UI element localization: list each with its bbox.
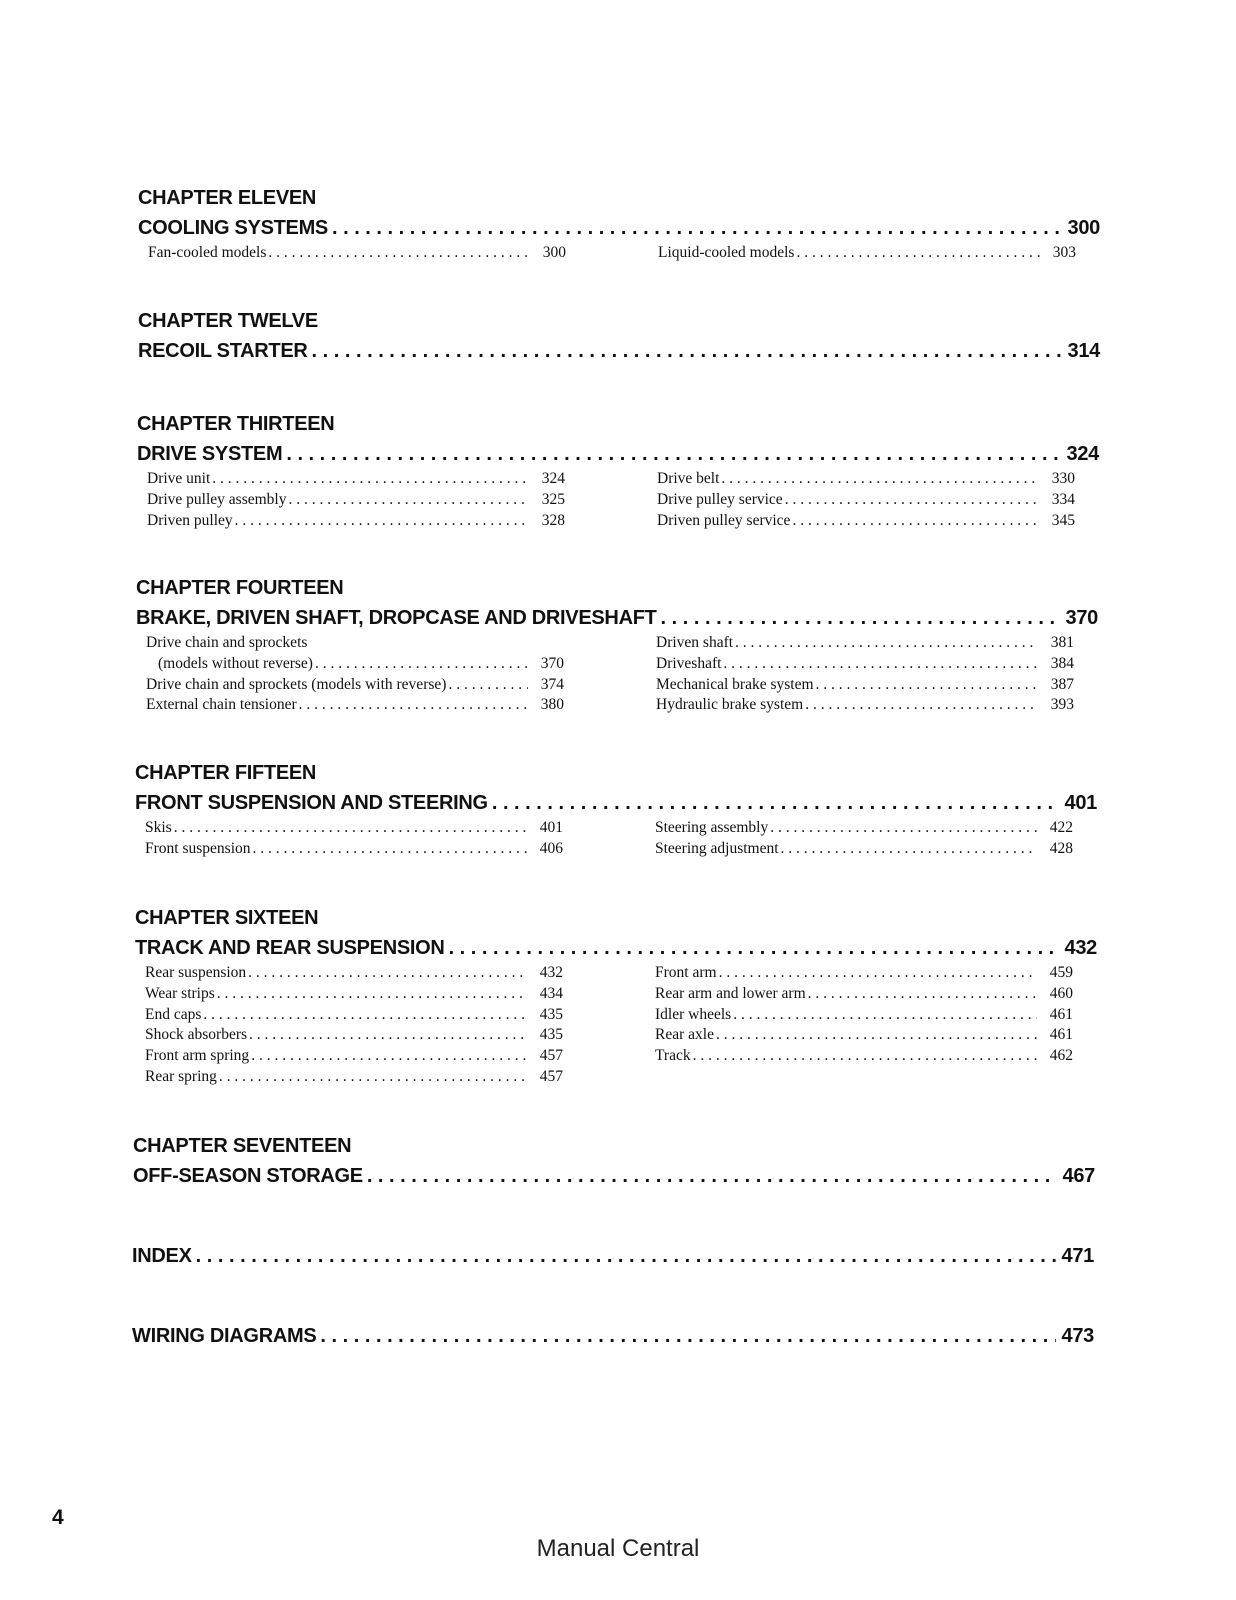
section-title: Front arm spring xyxy=(145,1047,250,1065)
dot-leader xyxy=(449,933,1059,963)
section-entry[interactable] xyxy=(146,633,564,654)
section-title: Steering adjustment xyxy=(655,839,779,857)
section-page: 334 xyxy=(1051,490,1075,508)
chapter-title-row xyxy=(132,1321,1094,1351)
dot-leader xyxy=(733,1005,1037,1026)
section-list xyxy=(137,469,1099,531)
section-entry[interactable] xyxy=(146,695,564,716)
section-column-right xyxy=(655,818,1073,860)
chapter-title[interactable]: TRACK AND REAR SUSPENSION xyxy=(135,937,445,959)
section-title: Driven shaft xyxy=(656,634,734,651)
section-title: Drive pulley assembly xyxy=(147,490,287,508)
section-page: 428 xyxy=(1049,839,1073,857)
section-page: 328 xyxy=(541,511,565,529)
section-title: Driven pulley service xyxy=(657,511,791,529)
section-entry[interactable] xyxy=(656,654,1074,675)
section-entry[interactable] xyxy=(655,1046,1073,1067)
section-entry[interactable] xyxy=(146,675,564,696)
section-entry[interactable] xyxy=(145,1067,563,1088)
section-entry[interactable] xyxy=(147,490,565,511)
chapter-page: 314 xyxy=(1067,340,1100,362)
section-title: Hydraulic brake system xyxy=(656,696,804,714)
section-title: Driveshaft xyxy=(656,654,722,672)
chapter-entry xyxy=(135,759,1097,860)
chapter-entry xyxy=(136,574,1098,716)
section-entry[interactable] xyxy=(656,633,1074,654)
section-entry[interactable] xyxy=(145,1046,563,1067)
chapter-page: 467 xyxy=(1062,1165,1095,1187)
chapter-label: CHAPTER FIFTEEN xyxy=(135,762,317,784)
dot-leader xyxy=(299,695,528,716)
section-column-left xyxy=(145,963,563,1088)
dot-leader xyxy=(785,490,1039,511)
dot-leader xyxy=(212,469,529,490)
section-title: Skis xyxy=(145,819,172,836)
section-title: Front arm xyxy=(655,964,717,981)
chapter-label: CHAPTER THIRTEEN xyxy=(137,413,335,435)
chapter-page: 471 xyxy=(1061,1245,1094,1267)
section-page: 435 xyxy=(539,1005,563,1023)
dot-leader xyxy=(781,839,1037,860)
dot-leader xyxy=(721,469,1039,490)
dot-leader xyxy=(249,1025,527,1046)
dot-leader xyxy=(219,1067,527,1088)
chapter-title[interactable]: COOLING SYSTEMS xyxy=(138,217,328,239)
chapter-title[interactable]: OFF-SEASON STORAGE xyxy=(133,1165,363,1187)
dot-leader xyxy=(770,818,1037,839)
chapter-title-row xyxy=(133,1161,1095,1191)
chapter-title[interactable]: RECOIL STARTER xyxy=(138,340,308,362)
section-entry[interactable] xyxy=(145,1025,563,1046)
footer-watermark: Manual Central xyxy=(536,1535,700,1562)
dot-leader xyxy=(735,633,1038,654)
section-entry[interactable] xyxy=(655,984,1073,1005)
dot-leader xyxy=(253,839,528,860)
section-entry[interactable] xyxy=(148,243,566,264)
section-page: 460 xyxy=(1049,984,1073,1002)
chapter-entry xyxy=(132,1241,1094,1271)
chapter-label: CHAPTER SEVENTEEN xyxy=(133,1135,352,1157)
section-title: Liquid-cooled models xyxy=(658,244,795,261)
section-entry[interactable] xyxy=(145,839,563,860)
section-page: 300 xyxy=(542,244,566,261)
dot-leader xyxy=(805,695,1038,716)
section-title: Drive chain and sprockets xyxy=(146,634,308,651)
section-page: 325 xyxy=(541,490,565,508)
section-entry[interactable] xyxy=(655,963,1073,984)
section-page: 435 xyxy=(539,1026,563,1044)
dot-leader xyxy=(248,963,527,984)
section-entry[interactable] xyxy=(145,818,563,839)
section-page: 380 xyxy=(540,696,564,714)
section-page: 393 xyxy=(1050,696,1074,714)
section-column-right xyxy=(655,963,1073,1088)
dot-leader xyxy=(719,963,1037,984)
chapter-entry xyxy=(132,1321,1094,1351)
section-page: 303 xyxy=(1052,244,1076,261)
chapter-entry xyxy=(133,1132,1095,1191)
section-title: End caps xyxy=(145,1005,202,1023)
section-title: Idler wheels xyxy=(655,1005,732,1023)
dot-leader xyxy=(816,675,1038,696)
dot-leader xyxy=(448,675,528,696)
section-page: 462 xyxy=(1049,1047,1073,1065)
section-column-left xyxy=(146,633,564,716)
section-entry[interactable] xyxy=(656,675,1074,696)
dot-leader xyxy=(693,1046,1037,1067)
section-column-left xyxy=(148,243,566,264)
section-title: Shock absorbers xyxy=(145,1026,248,1044)
chapter-title-row xyxy=(136,603,1098,633)
section-column-right xyxy=(658,243,1076,264)
section-page: 401 xyxy=(539,819,563,836)
section-page: 457 xyxy=(539,1067,563,1085)
section-title: Drive unit xyxy=(147,470,211,487)
section-title: Rear axle xyxy=(655,1026,714,1044)
chapter-entry xyxy=(138,184,1100,264)
section-title: Fan-cooled models xyxy=(148,244,267,261)
section-title: External chain tensioner xyxy=(146,696,297,714)
section-entry[interactable] xyxy=(658,243,1076,264)
section-entry[interactable] xyxy=(657,490,1075,511)
section-page: 387 xyxy=(1050,675,1074,693)
section-entry[interactable] xyxy=(655,818,1073,839)
section-page: 432 xyxy=(539,964,563,981)
dot-leader xyxy=(217,984,527,1005)
dot-leader xyxy=(716,1025,1037,1046)
section-entry[interactable] xyxy=(655,839,1073,860)
section-page: 461 xyxy=(1049,1005,1073,1023)
chapter-page: 432 xyxy=(1064,937,1097,959)
dot-leader xyxy=(174,818,527,839)
section-page: 324 xyxy=(541,470,565,487)
page-number: 4 xyxy=(52,1506,64,1529)
section-title: Wear strips xyxy=(145,984,215,1002)
section-page: 457 xyxy=(539,1047,563,1065)
dot-leader xyxy=(286,439,1060,469)
section-column-left xyxy=(147,469,565,531)
section-page: 406 xyxy=(539,839,563,857)
chapter-page: 473 xyxy=(1061,1325,1094,1347)
section-title: Rear arm and lower arm xyxy=(655,984,806,1002)
chapter-entry xyxy=(138,307,1100,366)
section-title: Track xyxy=(655,1047,691,1065)
section-entry[interactable] xyxy=(147,511,565,532)
section-title: Rear suspension xyxy=(145,964,247,981)
dot-leader xyxy=(796,243,1040,264)
chapter-title-row xyxy=(137,439,1099,469)
chapter-page: 300 xyxy=(1067,217,1100,239)
section-title: Front suspension xyxy=(145,839,251,857)
section-page: 434 xyxy=(539,984,563,1002)
section-column-left xyxy=(145,818,563,860)
section-entry[interactable] xyxy=(145,1005,563,1026)
chapter-title[interactable]: DRIVE SYSTEM xyxy=(137,443,283,465)
section-title: Steering assembly xyxy=(655,819,769,836)
section-page: 374 xyxy=(540,675,564,693)
section-title: Mechanical brake system xyxy=(656,675,814,693)
chapter-title-row xyxy=(138,213,1100,243)
section-page: 459 xyxy=(1049,964,1073,981)
section-page: 345 xyxy=(1051,511,1075,529)
section-entry[interactable] xyxy=(655,1025,1073,1046)
section-title: Driven pulley xyxy=(147,511,233,529)
section-entry[interactable] xyxy=(657,511,1075,532)
chapter-entry xyxy=(135,904,1097,1088)
section-page: 330 xyxy=(1051,470,1075,487)
chapter-title-row xyxy=(132,1241,1094,1271)
dot-leader xyxy=(792,511,1039,532)
section-column-right xyxy=(656,633,1074,716)
chapter-label: CHAPTER TWELVE xyxy=(138,310,318,332)
chapter-label: CHAPTER ELEVEN xyxy=(138,187,317,209)
chapter-entry xyxy=(137,410,1099,531)
section-list xyxy=(135,963,1097,1088)
dot-leader xyxy=(492,788,1059,818)
chapter-title-row xyxy=(135,788,1097,818)
section-entry[interactable] xyxy=(145,984,563,1005)
chapter-label: CHAPTER SIXTEEN xyxy=(135,907,319,929)
dot-leader xyxy=(332,213,1062,243)
section-entry[interactable] xyxy=(145,963,563,984)
dot-leader xyxy=(661,603,1060,633)
chapter-title-row xyxy=(135,933,1097,963)
dot-leader xyxy=(808,984,1037,1005)
chapter-title[interactable]: WIRING DIAGRAMS xyxy=(132,1325,317,1347)
section-page: 381 xyxy=(1050,634,1074,651)
dot-leader xyxy=(268,243,530,264)
dot-leader xyxy=(367,1161,1057,1191)
section-title: Drive belt xyxy=(657,470,720,487)
section-entry[interactable] xyxy=(656,695,1074,716)
chapter-page: 401 xyxy=(1064,792,1097,814)
chapter-title[interactable]: BRAKE, DRIVEN SHAFT, DROPCASE AND DRIVESHAFT xyxy=(136,607,657,629)
section-title: Rear spring xyxy=(145,1067,217,1085)
dot-leader xyxy=(235,511,529,532)
section-entry[interactable] xyxy=(146,654,564,675)
chapter-page: 370 xyxy=(1065,607,1098,629)
section-list xyxy=(135,818,1097,860)
section-title: (models without reverse) xyxy=(158,654,313,672)
chapter-title[interactable]: FRONT SUSPENSION AND STEERING xyxy=(135,792,488,814)
dot-leader xyxy=(320,1321,1055,1351)
chapter-label: CHAPTER FOURTEEN xyxy=(136,577,344,599)
section-title: Drive chain and sprockets (models with reverse) xyxy=(146,675,447,693)
section-list xyxy=(138,243,1100,264)
dot-leader xyxy=(312,336,1062,366)
section-list xyxy=(136,633,1098,716)
section-page: 461 xyxy=(1049,1026,1073,1044)
section-page: 370 xyxy=(540,654,564,672)
section-column-right xyxy=(657,469,1075,531)
chapter-title[interactable]: INDEX xyxy=(132,1245,192,1267)
section-entry[interactable] xyxy=(657,469,1075,490)
section-entry[interactable] xyxy=(147,469,565,490)
dot-leader xyxy=(315,654,528,675)
dot-leader xyxy=(723,654,1038,675)
chapter-title-row xyxy=(138,336,1100,366)
dot-leader xyxy=(251,1046,527,1067)
section-title: Drive pulley service xyxy=(657,490,783,508)
section-entry[interactable] xyxy=(655,1005,1073,1026)
dot-leader xyxy=(196,1241,1056,1271)
chapter-page: 324 xyxy=(1066,443,1099,465)
dot-leader xyxy=(203,1005,527,1026)
section-page: 422 xyxy=(1049,819,1073,836)
section-page: 384 xyxy=(1050,654,1074,672)
dot-leader xyxy=(288,490,529,511)
